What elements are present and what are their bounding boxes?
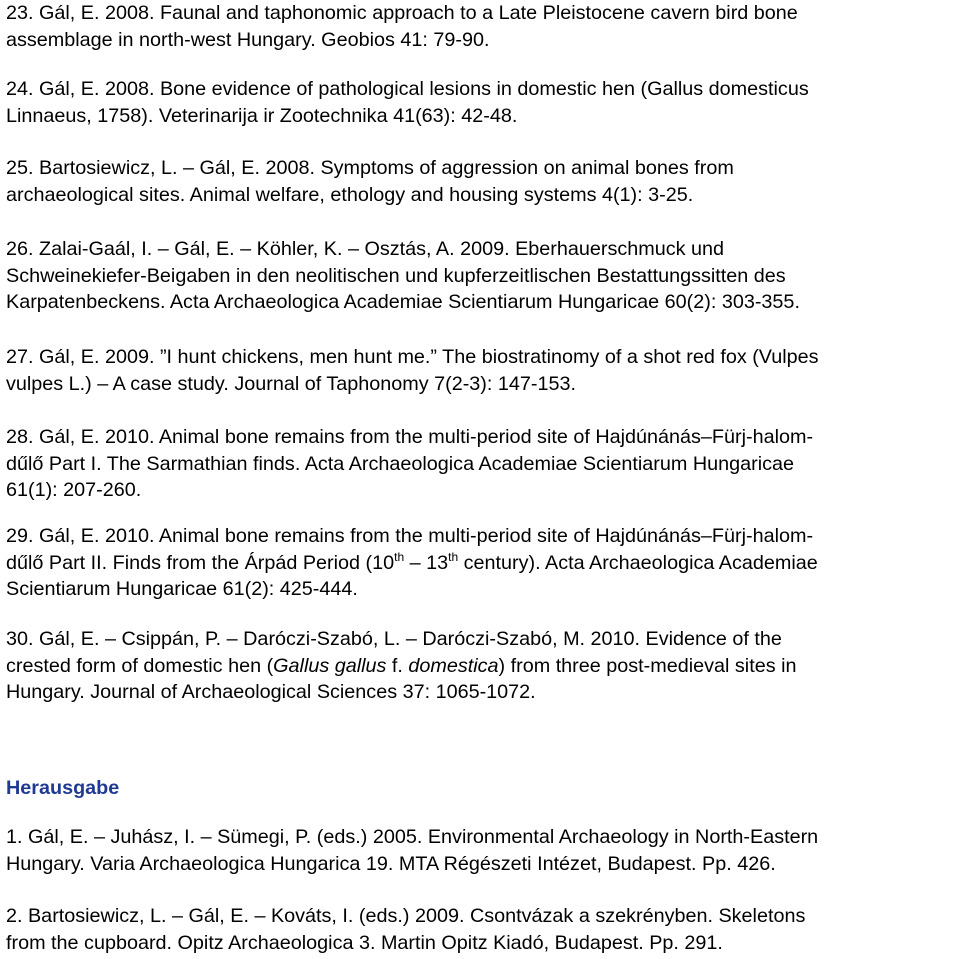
reference-entry-29 — [6, 523, 818, 603]
reference-line: assemblage in north-west Hungary. Geobios 41: 79-90. — [6, 28, 490, 51]
reference-line: 27. Gál, E. 2009. ”I hunt chickens, men hunt me.” The biostratinomy of a shot red fox (Vulpes — [6, 346, 819, 368]
reference-text: f. — [386, 654, 409, 677]
species-name: Gallus gallus — [273, 654, 387, 677]
reference-line: from the cupboard. Opitz Archaeologica 3. Martin Opitz Kiadó, Budapest. Pp. 291. — [6, 931, 723, 954]
reference-line: archaeological sites. Animal welfare, ethology and housing systems 4(1): 3-25. — [6, 183, 694, 206]
reference-line: Hungary. Journal of Archaeological Sciences 37: 1065-1072. — [6, 681, 536, 703]
species-name: domestica — [408, 654, 499, 677]
reference-entry-26 — [6, 236, 800, 316]
reference-text: – 13 — [404, 551, 449, 574]
reference-line: Hungary. Varia Archaeologica Hungarica 19. MTA Régészeti Intézet, Budapest. Pp. 426. — [6, 852, 776, 875]
section-heading-herausgabe: Herausgabe — [6, 777, 120, 799]
ordinal-superscript: th — [448, 549, 459, 564]
reference-entry-24 — [6, 76, 809, 129]
reference-line: 61(1): 207-260. — [6, 479, 142, 501]
reference-entry-25 — [6, 155, 734, 208]
reference-line: Schweinekiefer-Beigaben in den neolitischen und kupferzeitlischen Bestattungssitten des — [6, 264, 786, 287]
reference-line — [6, 550, 818, 577]
reference-line: 1. Gál, E. – Juhász, I. – Sümegi, P. (eds.) 2005. Environmental Archaeology in North-Eastern — [6, 826, 819, 848]
reference-line: 2. Bartosiewicz, L. – Gál, E. – Kováts, I. (eds.) 2009. Csontvázak a szekrényben. Skeletons — [6, 905, 806, 927]
reference-line: 28. Gál, E. 2010. Animal bone remains from the multi-period site of Hajdúnánás–Fürj-halom- — [6, 426, 814, 448]
reference-entry-30 — [6, 626, 796, 706]
reference-text: century). Acta Archaeologica Academiae — [458, 551, 818, 574]
reference-line: vulpes L.) – A case study. Journal of Taphonomy 7(2-3): 147-153. — [6, 372, 576, 395]
edition-entry-1 — [6, 824, 818, 877]
reference-line — [6, 653, 796, 680]
ordinal-superscript: th — [394, 549, 405, 564]
reference-text: ) from three post-medieval sites in — [498, 654, 797, 677]
reference-line: 24. Gál, E. 2008. Bone evidence of pathological lesions in domestic hen (Gallus domesticus — [6, 78, 809, 100]
reference-line: Karpatenbeckens. Acta Archaeologica Academiae Scientiarum Hungaricae 60(2): 303-355. — [6, 291, 800, 313]
reference-line: 23. Gál, E. 2008. Faunal and taphonomic approach to a Late Pleistocene cavern bird bone — [6, 2, 798, 24]
reference-line: 30. Gál, E. – Csippán, P. – Daróczi-Szabó, L. – Daróczi-Szabó, M. 2010. Evidence of the — [6, 628, 782, 650]
reference-line: 29. Gál, E. 2010. Animal bone remains from the multi-period site of Hajdúnánás–Fürj-halom- — [6, 525, 814, 547]
reference-line: Linnaeus, 1758). Veterinarija ir Zootechnika 41(63): 42-48. — [6, 104, 518, 127]
reference-line: dűlő Part I. The Sarmathian finds. Acta Archaeologica Academiae Scientiarum Hungaricae — [6, 452, 795, 475]
edition-entry-2 — [6, 903, 805, 956]
reference-line: Scientiarum Hungaricae 61(2): 425-444. — [6, 578, 358, 600]
reference-entry-27 — [6, 344, 819, 397]
reference-text: crested form of domestic hen ( — [6, 654, 274, 677]
reference-text: dűlő Part II. Finds from the Árpád Period (10 — [6, 551, 395, 574]
reference-line: 25. Bartosiewicz, L. – Gál, E. 2008. Symptoms of aggression on animal bones from — [6, 157, 734, 179]
reference-line: 26. Zalai-Gaál, I. – Gál, E. – Köhler, K. – Osztás, A. 2009. Eberhauerschmuck und — [6, 238, 724, 260]
reference-entry-23 — [6, 0, 798, 53]
reference-entry-28 — [6, 424, 813, 504]
